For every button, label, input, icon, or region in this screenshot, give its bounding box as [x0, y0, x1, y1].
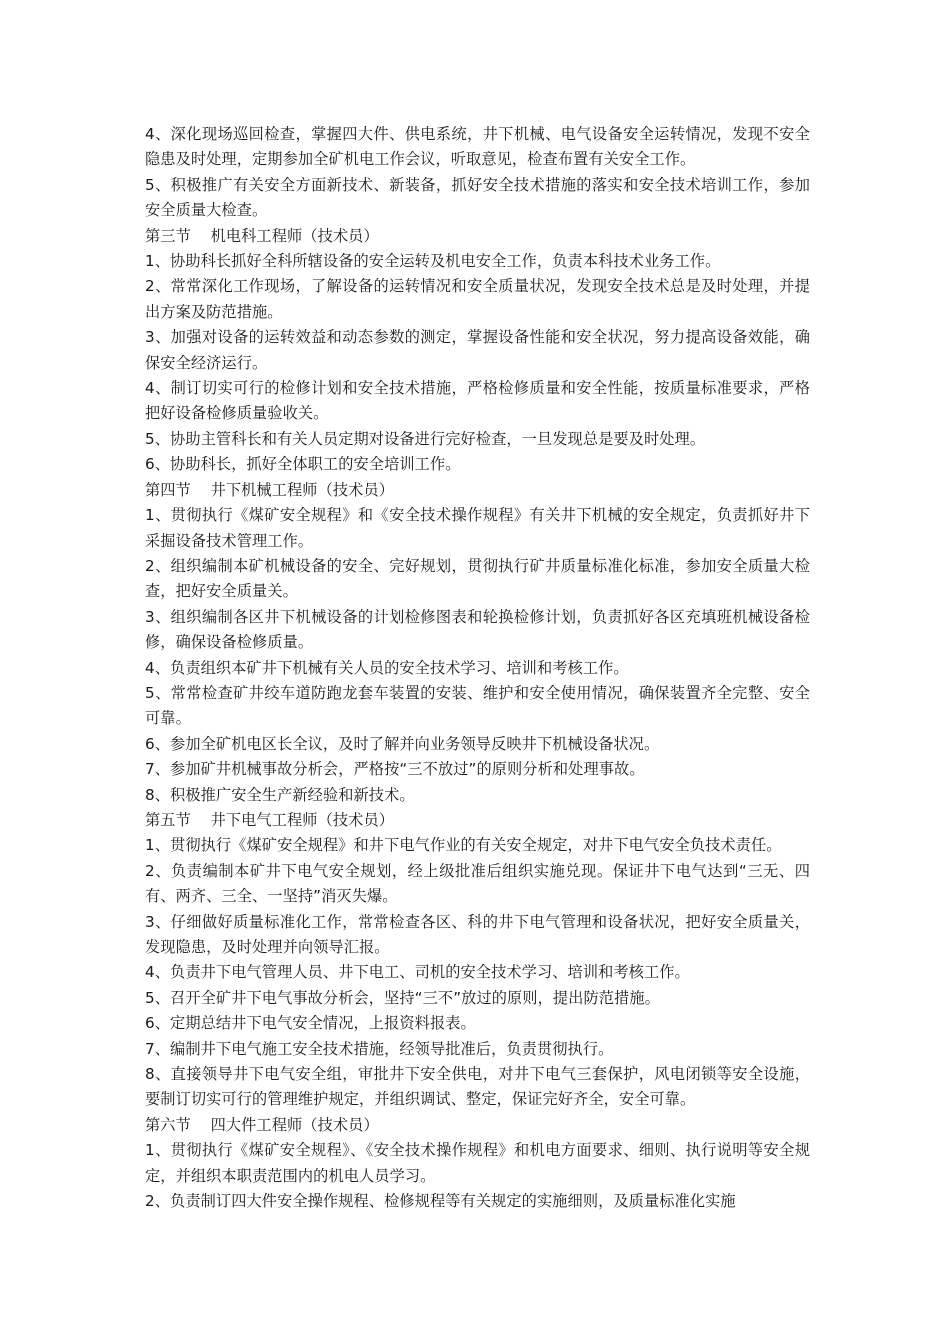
duty-item: 6、协助科长，抓好全体职工的安全培训工作。	[145, 455, 461, 474]
duty-item: 7、参加矿井机械事故分析会，严格按“三不放过”的原则分析和处理事故。	[145, 760, 645, 779]
document-page	[145, 122, 810, 1214]
duty-item: 4、负责组织本矿井下机械有关人员的安全技术学习、培训和考核工作。	[145, 658, 629, 677]
duty-item: 8、积极推广安全生产新经验和新技术。	[145, 785, 415, 804]
duty-item: 3、加强对设备的运转效益和动态参数的测定，掌握设备性能和安全状况，努力提高设备效能，确保安全经济运行。	[145, 328, 810, 372]
duty-item: 6、参加全矿机电区长全议，及时了解并向业务领导反映井下机械设备状况。	[145, 734, 660, 753]
duty-item: 5、积极推广有关安全方面新技术、新装备，抓好安全技术措施的落实和安全技术培训工作，参加安全质量大检查。	[145, 175, 810, 220]
duty-item: 6、定期总结井下电气安全情况，上报资料报表。	[145, 1014, 476, 1033]
duty-item: 4、负责井下电气管理人员、井下电工、司机的安全技术学习、培训和考核工作。	[145, 963, 690, 982]
duty-item: 4、深化现场巡回检查，掌握四大件、供电系统，井下机械、电气设备安全运转情况，发现不安全隐患及时处理，定期参加全矿机电工作会议，听取意见，检查布置有关安全工作。	[145, 125, 810, 169]
section-heading: 第三节 机电科工程师（技术员）	[145, 226, 379, 245]
duty-item: 5、协助主管科长和有关人员定期对设备进行完好检查，一旦发现总是要及时处理。	[145, 429, 706, 448]
duty-item: 5、召开全矿井下电气事故分析会，坚持“三不”放过的原则，提出防范措施。	[145, 988, 660, 1007]
duty-item: 2、组织编制本矿机械设备的安全、完好规划，贯彻执行矿井质量标准化标准，参加安全质量大检查，把好安全质量关。	[145, 556, 810, 601]
duty-item: 1、贯彻执行《煤矿安全规程》、《安全技术操作规程》和机电方面要求、细则、执行说明等安全规定，并组织本职责范围内的机电人员学习。	[145, 1141, 810, 1185]
section-heading: 第六节 四大件工程师（技术员）	[145, 1115, 379, 1134]
duty-item: 1、贯彻执行《煤矿安全规程》和井下电气作业的有关安全规定，对井下电气安全负技术责任。	[145, 836, 782, 855]
duty-item: 8、直接领导井下电气安全组，审批井下安全供电，对井下电气三套保护，风电闭锁等安全设施，要制订切实可行的管理维护规定，并组织调试、整定，保证完好齐全，安全可靠。	[145, 1065, 810, 1109]
duty-item: 5、常常检查矿井绞车道防跑龙套车装置的安装、维护和安全使用情况，确保装置齐全完整、安全可靠。	[145, 683, 810, 728]
section-heading: 第五节 井下电气工程师（技术员）	[145, 810, 395, 829]
duty-item: 7、编制井下电气施工安全技术措施，经领导批准后，负责贯彻执行。	[145, 1039, 614, 1058]
duty-item: 2、负责制订四大件安全操作规程、检修规程等有关规定的实施细则，及质量标准化实施	[145, 1192, 736, 1211]
duty-item: 4、制订切实可行的检修计划和安全技术措施，严格检修质量和安全性能，按质量标准要求，严格把好设备检修质量验收关。	[145, 379, 810, 423]
duty-item: 1、贯彻执行《煤矿安全规程》和《安全技术操作规程》有关井下机械的安全规定，负责抓好井下采掘设备技术管理工作。	[145, 506, 810, 550]
section-heading: 第四节 井下机械工程师（技术员）	[145, 480, 395, 499]
duty-item: 3、组织编制各区井下机械设备的计划检修图表和轮换检修计划，负责抓好各区充填班机械设备检修，确保设备检修质量。	[145, 607, 810, 652]
duty-item: 1、协助科长抓好全科所辖设备的安全运转及机电安全工作，负责本科技术业务工作。	[145, 252, 721, 271]
duty-item: 2、常常深化工作现场，了解设备的运转情况和安全质量状况，发现安全技术总是及时处理，并提出方案及防范措施。	[145, 277, 810, 321]
duty-item: 2、负责编制本矿井下电气安全规划，经上级批准后组织实施兑现。保证井下电气达到“三无、四有、两齐、三全、一坚持”消灭失爆。	[145, 861, 810, 906]
duty-item: 3、仔细做好质量标准化工作，常常检查各区、科的井下电气管理和设备状况，把好安全质量关，发现隐患，及时处理并向领导汇报。	[145, 912, 810, 956]
